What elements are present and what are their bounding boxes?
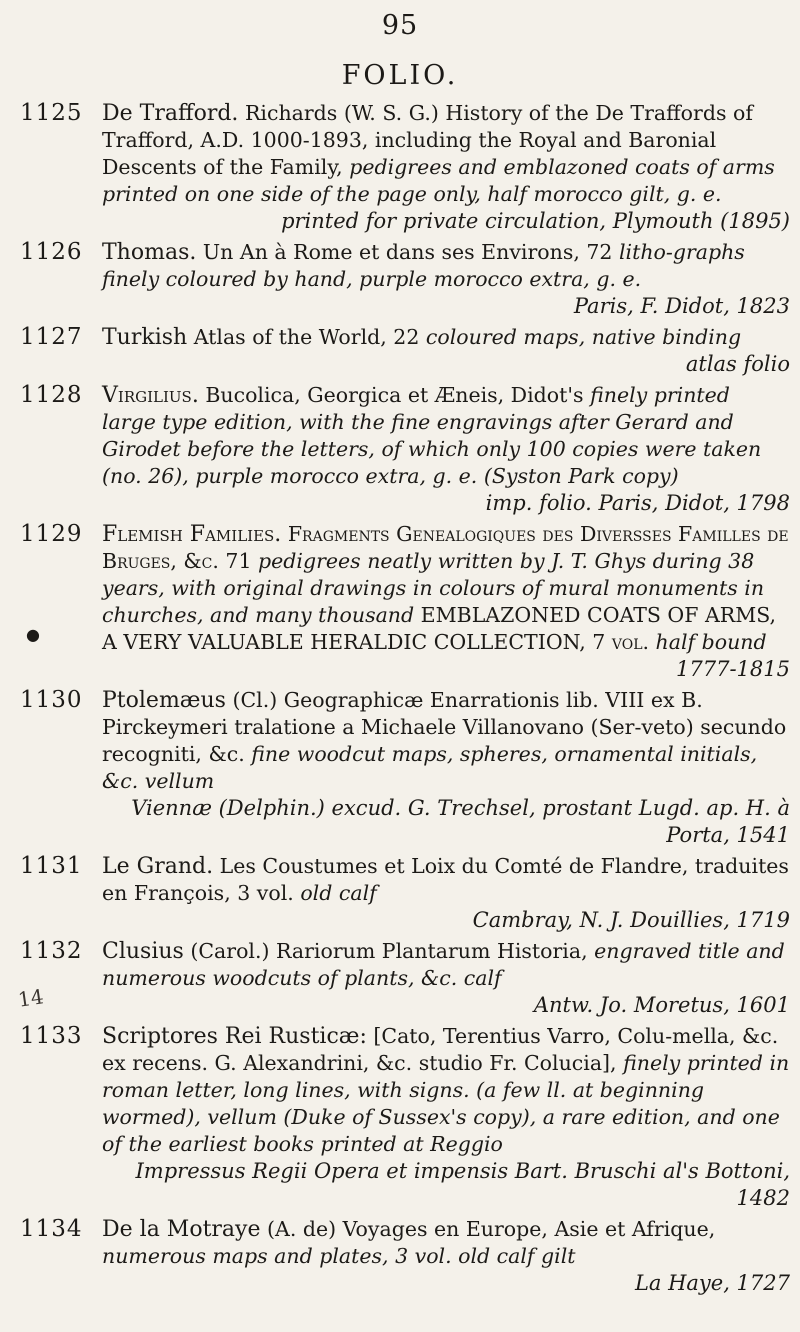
entry-description: pedigrees neatly written by J. T. Ghys during 38 years, with original drawings in colours of mural monuments in churches, and many thousand [102, 549, 765, 627]
entry-imprint: Antw. Jo. Moretus, 1601 [533, 993, 790, 1017]
lot-number: 1128 [20, 382, 83, 408]
entry-imprint: printed for private circulation, Plymouth (1895) [281, 209, 790, 233]
lot-number: 1126 [20, 239, 83, 265]
catalogue-entry [20, 938, 790, 1019]
entry-description: finely printed in roman letter, long lines, with signs. (a few ll. at beginning wormed), vellum (Duke of Sussex's copy), a rare edition, and one of the earliest books printed at Reggio [102, 1051, 790, 1156]
entry-title: (Carol.) Rariorum Plantarum Historia, [190, 939, 588, 963]
catalogue-entry [20, 1216, 790, 1297]
entry-title: Fragments Genealogiques des Diversses Familles de Bruges, &c. 71 [102, 522, 789, 573]
entry-imprint: imp. folio. Paris, Didot, 1798 [485, 491, 790, 515]
entry-imprint: La Haye, 1727 [634, 1271, 790, 1295]
entry-title: (A. de) Voyages en Europe, Asie et Afrique, [267, 1217, 716, 1241]
entry-description: fine woodcut maps, spheres, ornamental initials, &c. vellum [102, 742, 758, 793]
entry-description: engraved title and numerous woodcuts of plants, &c. calf [102, 939, 785, 990]
entry-description: finely printed large type edition, with the fine engravings after Gerard and Girodet before the letters, of which only 100 copies were taken (no. 26), purple morocco extra, g. e. (Syston Park copy) [102, 383, 762, 488]
entry-author: Clusius [102, 939, 184, 964]
lot-number: 1129 [20, 521, 83, 547]
catalogue-entry [20, 100, 790, 235]
entry-author: Le Grand. [102, 854, 214, 879]
entry-imprint: Cambray, N. J. Douillies, 1719 [472, 908, 790, 932]
entry-author: De la Motraye [102, 1217, 261, 1242]
entry-description: pedigrees and emblazoned coats of arms printed on one side of the page only, half morocco gilt, g. e. [102, 155, 775, 206]
lot-number: 1130 [20, 687, 83, 713]
entry-description: numerous maps and plates, 3 vol. old calf gilt [102, 1244, 576, 1268]
entry-title: Atlas of the World, 22 [193, 325, 420, 349]
entry-title: Richards (W. S. G.) History of the De Traffords of Trafford, A.D. 1000-1893, including the Royal and Baronial Descents of the Family, [102, 101, 753, 179]
entry-author: Ptolemæus [102, 688, 226, 713]
entry-title: [Cato, Terentius Varro, Colu-mella, &c. ex recens. G. Alexandrini, &c. studio Fr. Colucia], [102, 1024, 779, 1075]
lot-number: 1127 [20, 324, 83, 350]
entry-author: Flemish Families. [102, 522, 282, 547]
entry-title: Les Coustumes et Loix du Comté de Flandre, traduites en François, 3 vol. [102, 854, 789, 905]
margin-annotation: 14 [16, 984, 45, 1012]
entry-title: Un An à Rome et dans ses Environs, 72 [202, 240, 613, 264]
lot-number: 1133 [20, 1023, 83, 1049]
catalogue-entry [20, 239, 790, 320]
catalogue-entry [20, 1023, 790, 1212]
catalogue-entry [20, 687, 790, 849]
lot-number: 1132 [20, 938, 83, 964]
catalogue-entry [20, 521, 790, 683]
entry-description: old calf [300, 881, 377, 905]
entry-caps-text: EMBLAZONED COATS OF ARMS, A VERY VALUABLE HERALDIC COLLECTION, 7 vol. [102, 603, 777, 654]
catalogue-entry [20, 324, 790, 378]
entry-author: Scriptores Rei Rusticæ: [102, 1024, 367, 1049]
entry-author: De Trafford. [102, 101, 239, 126]
lot-number: 1131 [20, 853, 83, 879]
entry-description: coloured maps, native binding [425, 325, 742, 349]
entry-imprint: atlas folio [685, 352, 790, 376]
entry-imprint: Impressus Regii Opera et impensis Bart. Bruschi al's Bottoni, 1482 [135, 1159, 790, 1210]
entry-author: Thomas. [102, 240, 197, 265]
entry-title: Bucolica, Georgica et Æneis, Didot's [205, 383, 584, 407]
page-number: 95 [381, 10, 419, 41]
entry-binding: half bound [655, 630, 767, 654]
entry-title: (Cl.) Geographicæ Enarrationis lib. VIII ex B. Pirckeymeri tralatione a Michaele Villanovano (Ser-veto) secundo recogniti, &c. [102, 688, 787, 766]
entry-author: Virgilius. [102, 383, 199, 408]
lot-number: 1134 [20, 1216, 83, 1242]
entry-imprint: Paris, F. Didot, 1823 [573, 294, 790, 318]
margin-dot-mark: ● [26, 625, 40, 644]
entry-author: Turkish [102, 325, 188, 350]
catalogue-entries [20, 100, 790, 1301]
running-head: FOLIO. [341, 60, 459, 91]
entry-imprint: Viennæ (Delphin.) excud. G. Trechsel, prostant Lugd. ap. H. à Porta, 1541 [131, 796, 790, 847]
entry-imprint: 1777-1815 [676, 657, 790, 681]
lot-number: 1125 [20, 100, 83, 126]
catalogue-entry [20, 382, 790, 517]
catalogue-entry [20, 853, 790, 934]
entry-description: litho-graphs finely coloured by hand, purple morocco extra, g. e. [102, 240, 745, 291]
